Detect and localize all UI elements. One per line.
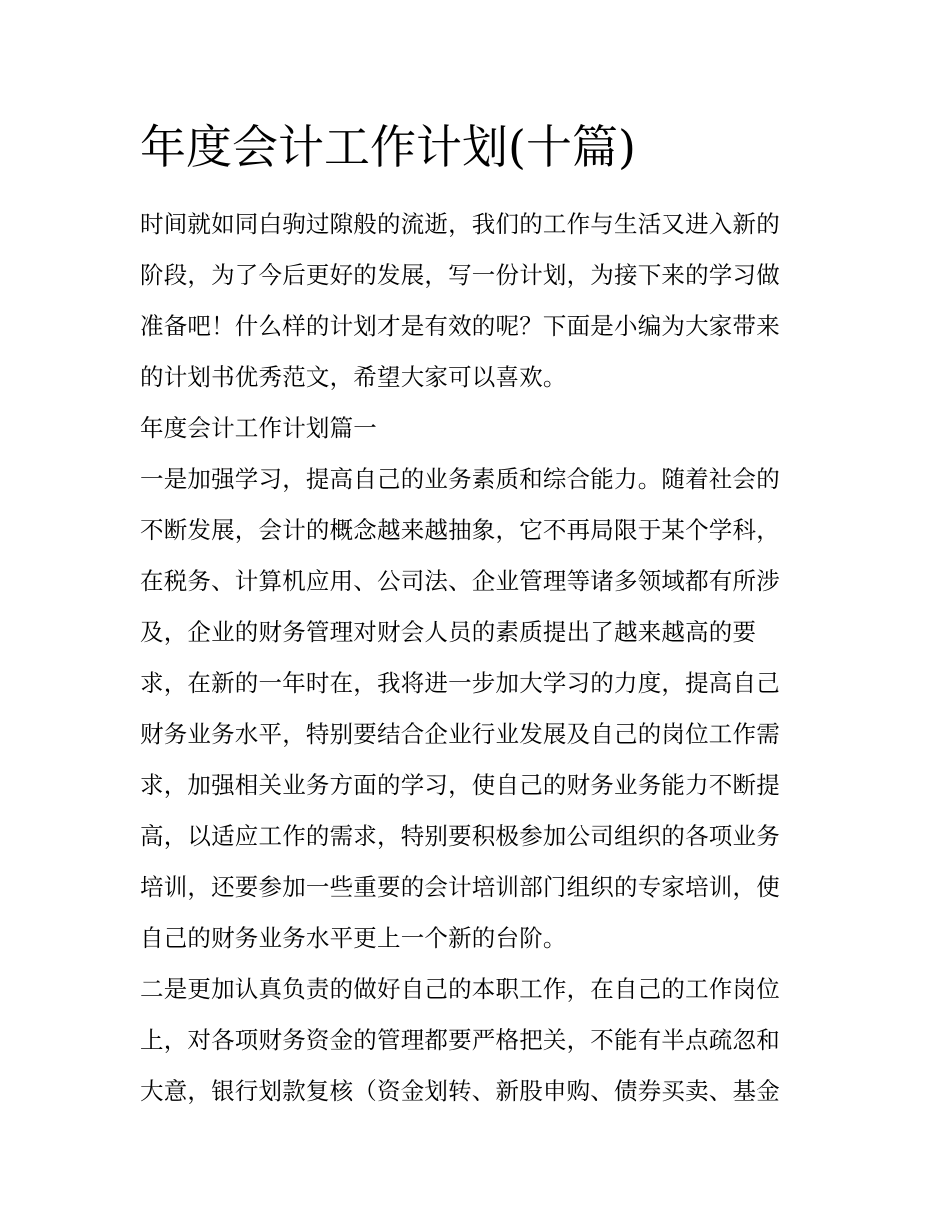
paragraph-1-line-8: 高，以适应工作的需求，特别要积极参加公司组织的各项业务 [140, 822, 780, 850]
paragraph-2-line-2: 上，对各项财务资金的管理都要严格把关，不能有半点疏忽和 [140, 1026, 780, 1054]
paragraph-1-line-7: 求，加强相关业务方面的学习，使自己的财务业务能力不断提 [140, 771, 780, 799]
paragraph-1-line-3: 在税务、计算机应用、公司法、企业管理等诸多领域都有所涉 [140, 567, 780, 595]
paragraph-1-line-1: 一是加强学习，提高自己的业务素质和综合能力。随着社会的 [140, 465, 780, 493]
intro-line-2: 阶段，为了今后更好的发展，写一份计划，为接下来的学习做 [140, 261, 780, 289]
paragraph-1-line-10: 自己的财务业务水平更上一个新的台阶。 [140, 924, 567, 952]
paragraph-2-line-3: 大意，银行划款复核（资金划转、新股申购、债券买卖、基金 [140, 1077, 780, 1105]
paragraph-1-line-5: 求，在新的一年时在，我将进一步加大学习的力度，提高自己 [140, 669, 780, 697]
document-body [140, 199, 820, 1117]
section-heading-1: 年度会计工作计划篇一 [140, 414, 377, 442]
paragraph-1-line-6: 财务业务水平，特别要结合企业行业发展及自己的岗位工作需 [140, 720, 780, 748]
document-title: 年度会计工作计划(十篇) [140, 120, 636, 174]
paragraph-2-line-1: 二是更加认真负责的做好自己的本职工作，在自己的工作岗位 [140, 975, 780, 1003]
intro-line-3: 准备吧！什么样的计划才是有效的呢？下面是小编为大家带来 [140, 312, 780, 340]
paragraph-1-line-4: 及，企业的财务管理对财会人员的素质提出了越来越高的要 [140, 618, 757, 646]
paragraph-1-line-2: 不断发展，会计的概念越来越抽象，它不再局限于某个学科， [140, 516, 780, 544]
intro-line-4: 的计划书优秀范文，希望大家可以喜欢。 [140, 363, 567, 391]
paragraph-1-line-9: 培训，还要参加一些重要的会计培训部门组织的专家培训，使 [140, 873, 780, 901]
intro-line-1: 时间就如同白驹过隙般的流逝，我们的工作与生活又进入新的 [140, 210, 780, 238]
